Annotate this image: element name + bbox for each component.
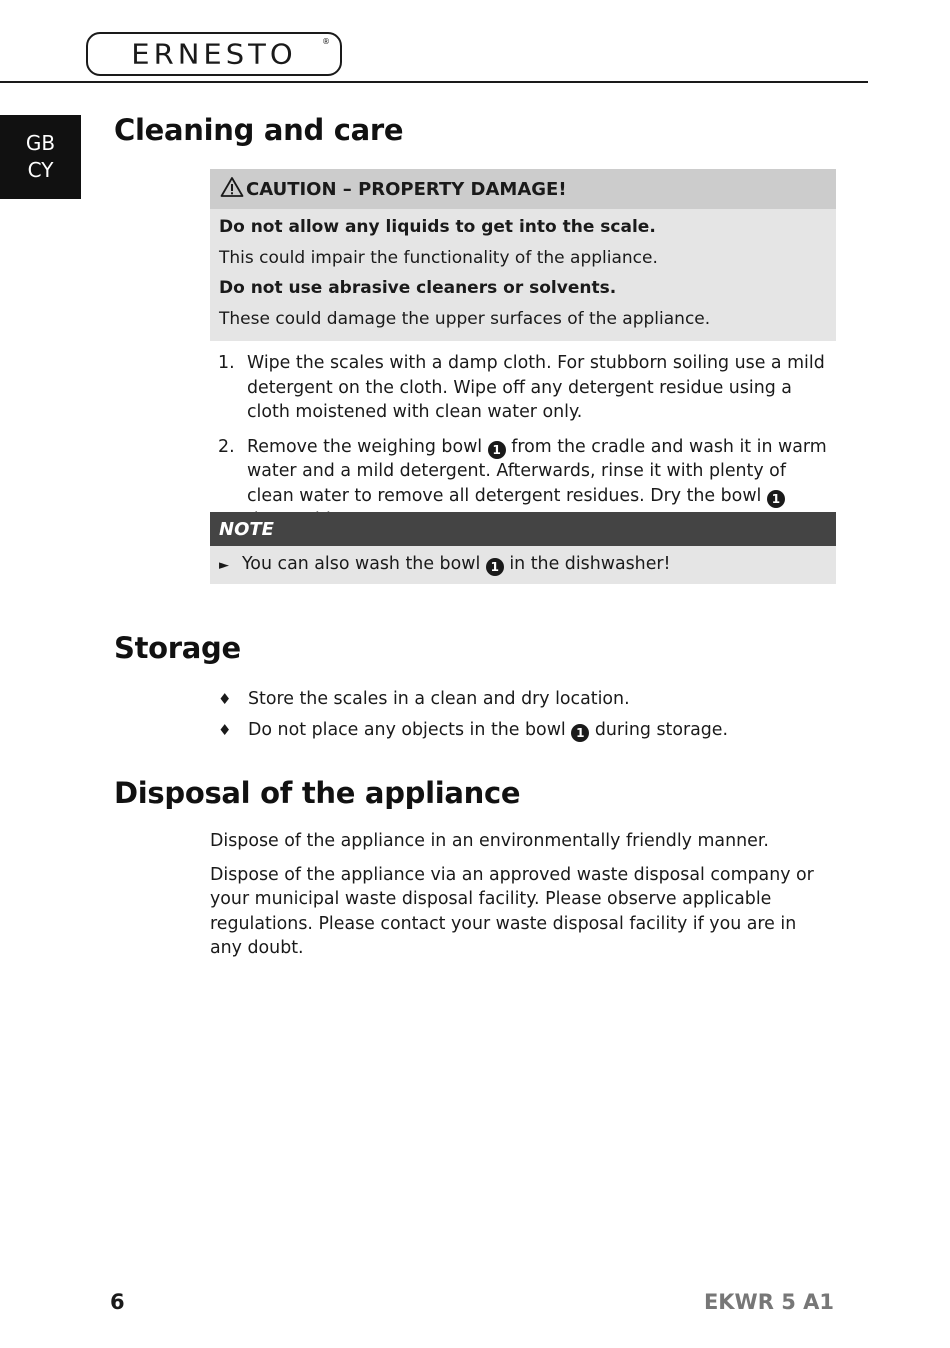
caution-heading: CAUTION – PROPERTY DAMAGE! <box>246 178 567 200</box>
diamond-bullet-icon: ♦ <box>218 721 232 739</box>
section-title-disposal: Disposal of the appliance <box>114 776 521 810</box>
diamond-bullet-icon: ♦ <box>218 690 232 708</box>
note-text-a: You can also wash the bowl <box>242 554 481 574</box>
part-ref-badge: 1 <box>571 724 589 742</box>
step-number: 2. <box>218 436 235 457</box>
caution-header <box>210 169 836 209</box>
note-text <box>242 554 671 576</box>
note-header: NOTE <box>210 512 836 546</box>
brand-logo <box>86 32 342 76</box>
note-body <box>210 546 836 584</box>
step-number: 1. <box>218 353 235 373</box>
caution-body <box>210 209 836 341</box>
part-ref-badge: 1 <box>767 490 785 508</box>
header-divider <box>0 81 868 83</box>
language-code-cy: CY <box>27 158 54 182</box>
registered-mark: ® <box>322 37 330 46</box>
step-1 <box>218 351 830 425</box>
disposal-paragraph-1: Dispose of the appliance in an environmentally friendly manner. <box>210 831 769 851</box>
list-item-text-b: during storage. <box>594 720 729 740</box>
note-text-b: in the dishwasher! <box>509 554 671 574</box>
language-code-gb: GB <box>25 131 56 155</box>
list-item-text <box>248 718 728 742</box>
disposal-paragraph-2: Dispose of the appliance via an approved waste disposal company or your municipal waste disposal facility. Please observe applicable regulations. Please contact your waste disposal facility if you are in any doubt. <box>210 864 814 958</box>
caution-item-1-text: This could impair the functionality of the appliance. <box>219 248 658 268</box>
arrow-right-icon: ► <box>219 557 229 573</box>
step-text: Wipe the scales with a damp cloth. For stubborn soiling use a mild detergent on the cloth. Wipe off any detergent residue using a cloth moistened with clean water only. <box>247 353 825 422</box>
brand-name: ERNESTO <box>131 37 297 71</box>
model-number: EKWR 5 A1 <box>703 1290 834 1314</box>
note-box <box>210 512 836 584</box>
caution-item-2-bold: Do not use abrasive cleaners or solvents. <box>219 278 617 298</box>
list-item-text: Store the scales in a clean and dry location. <box>248 689 630 709</box>
list-item <box>218 718 728 742</box>
section-title-storage: Storage <box>114 631 241 665</box>
step-text-b: from the cradle and wash it in warm water and a mild detergent. Afterwards, rinse it with plenty of clean water to remove all detergent residues. Dry the bowl <box>247 436 827 506</box>
warning-triangle-icon <box>220 176 246 203</box>
storage-list <box>218 687 728 749</box>
list-item <box>218 687 728 711</box>
page-number: 6 <box>110 1290 125 1314</box>
caution-box <box>210 169 836 341</box>
section-title-cleaning: Cleaning and care <box>114 113 404 147</box>
language-tab <box>0 115 81 199</box>
part-ref-badge: 1 <box>486 558 504 576</box>
part-ref-badge: 1 <box>488 441 506 459</box>
step-text-a: Remove the weighing bowl <box>247 436 483 457</box>
list-item-text-a: Do not place any objects in the bowl <box>248 720 566 740</box>
disposal-text <box>210 829 830 970</box>
caution-item-2-text: These could damage the upper surfaces of the appliance. <box>219 309 711 329</box>
caution-item-1-bold: Do not allow any liquids to get into the scale. <box>219 217 656 237</box>
